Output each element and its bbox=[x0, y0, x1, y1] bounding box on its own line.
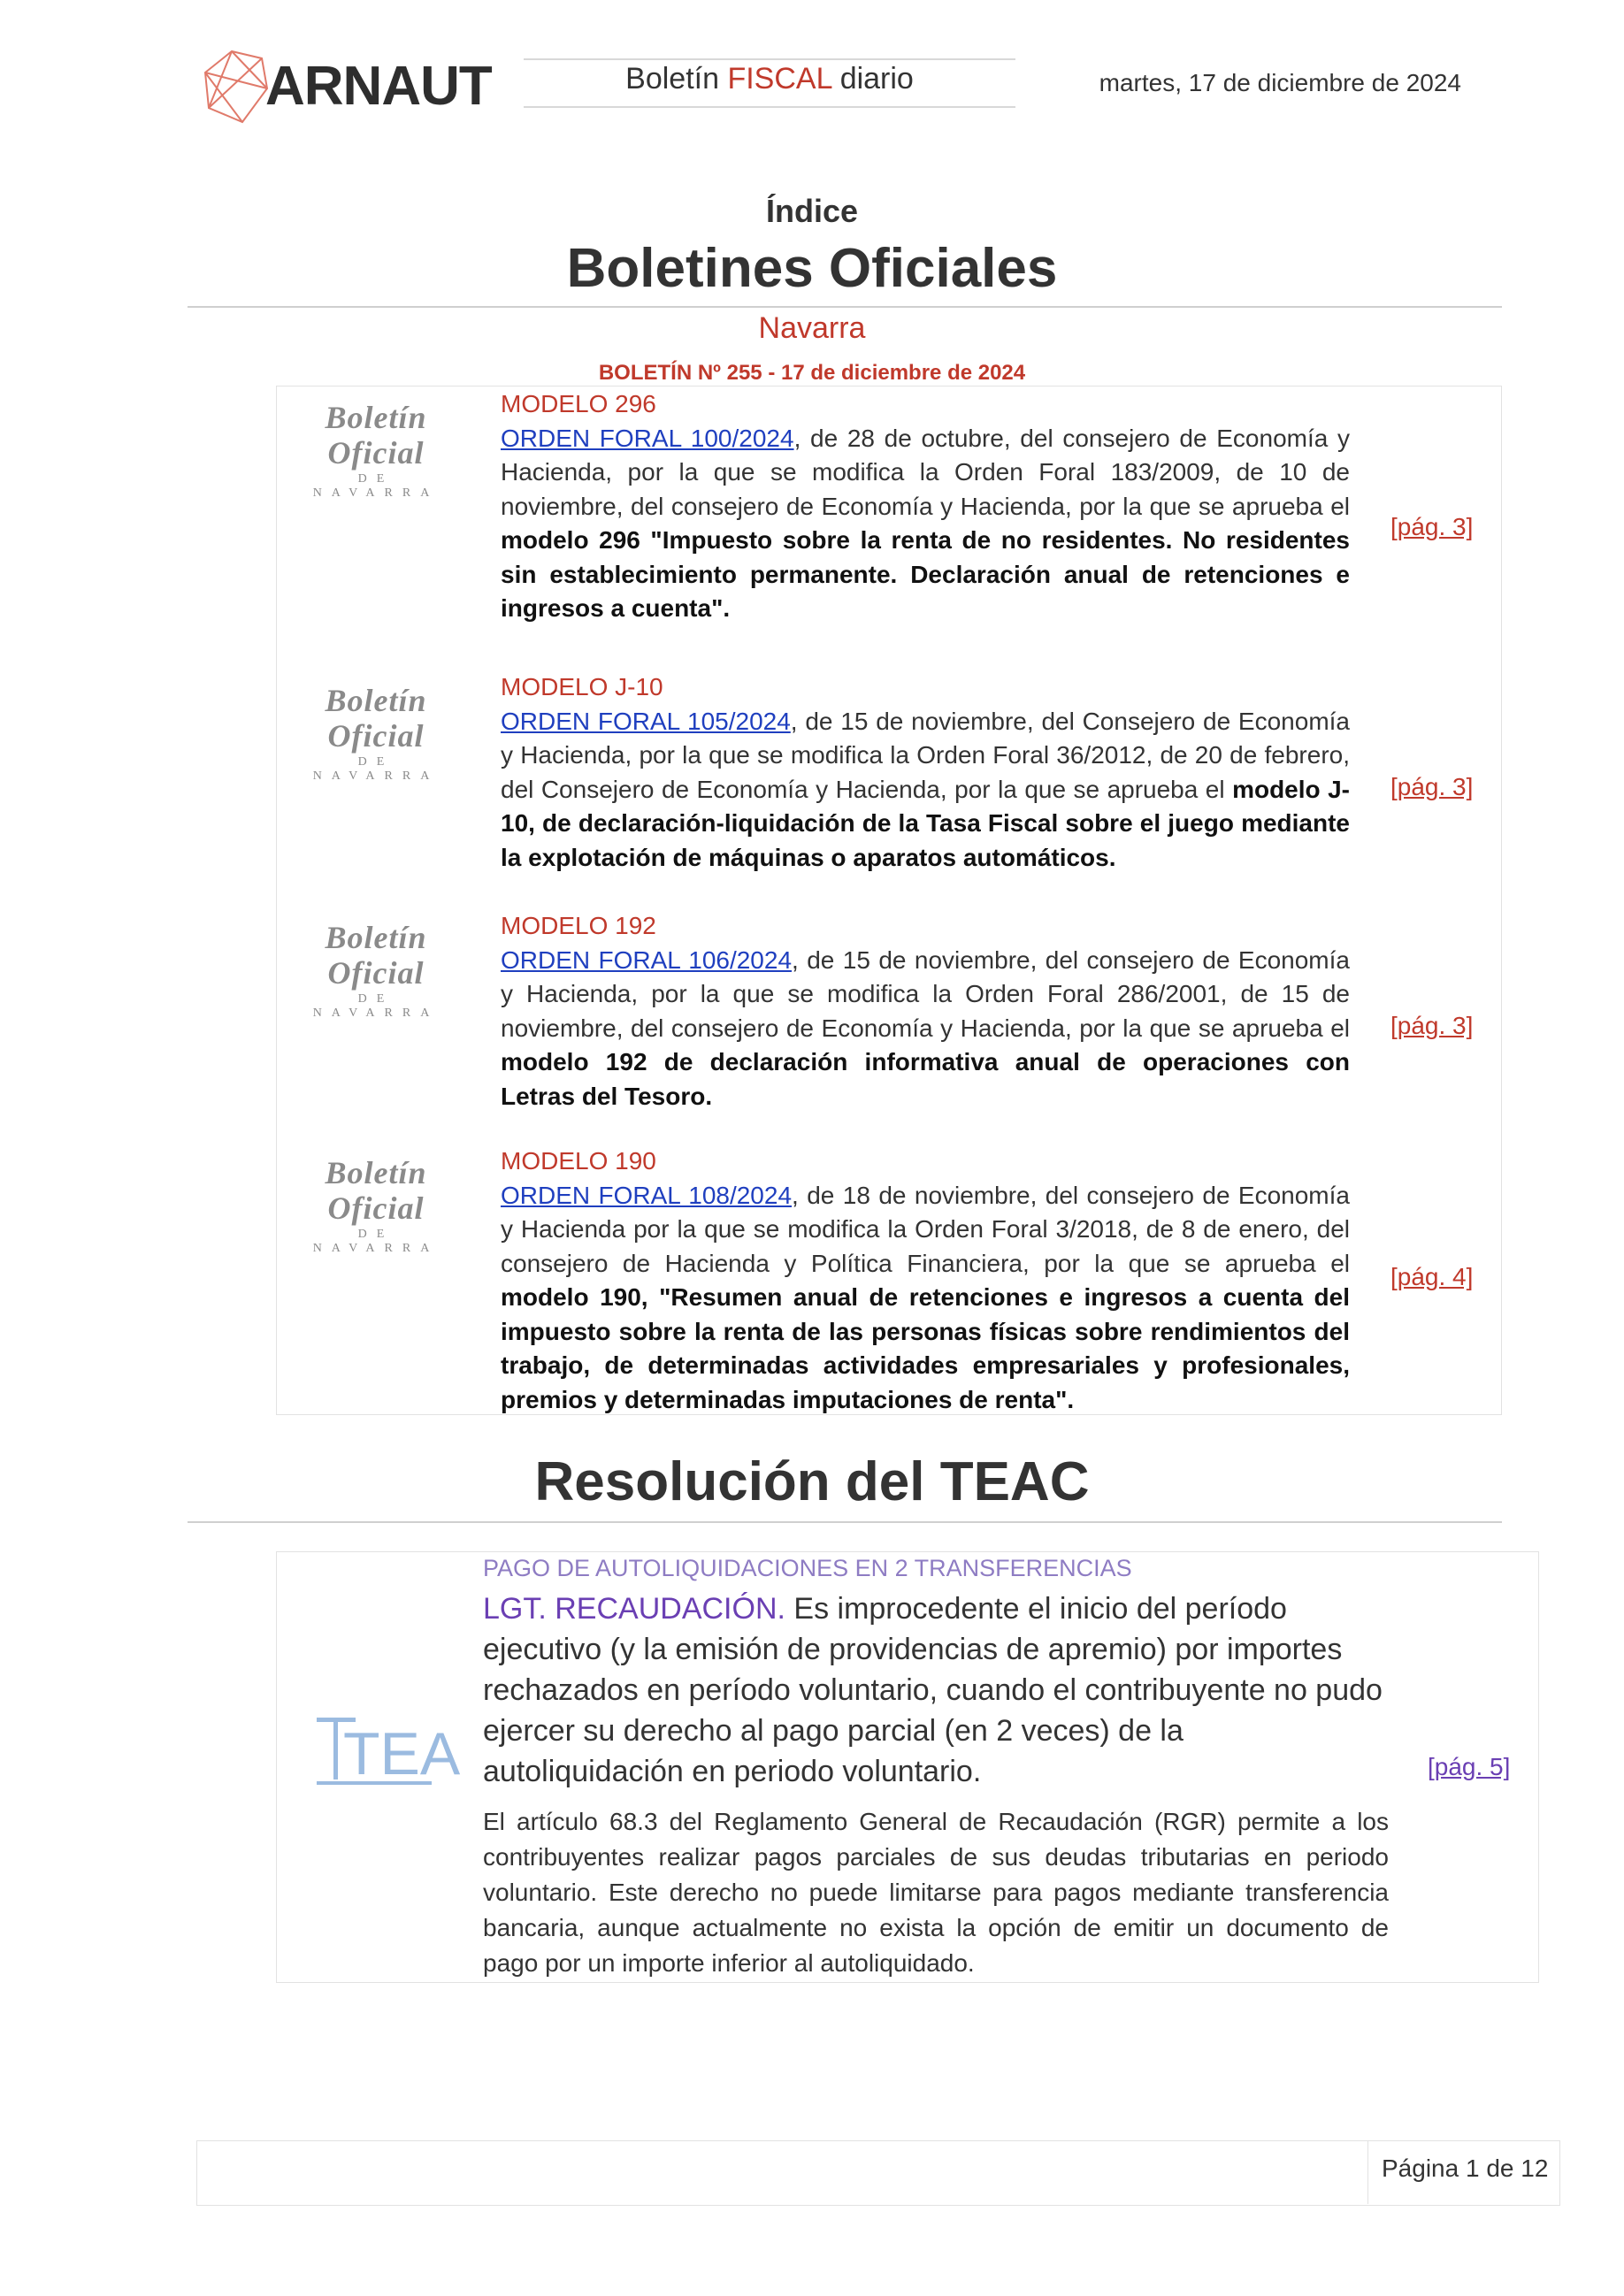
entry-category: MODELO J-10 bbox=[501, 673, 663, 700]
bon-logo bbox=[292, 920, 460, 1020]
entry-bold-text: modelo 192 de declaración informativa anual de operaciones con Letras del Tesoro. bbox=[501, 1048, 1350, 1110]
entry-link[interactable]: ORDEN FORAL 100/2024 bbox=[501, 424, 794, 452]
section-title-boletines: Boletines Oficiales bbox=[566, 238, 1058, 299]
entry-bold-text: modelo J-10, de declaración-liquidación de la Tasa Fiscal sobre el juego mediante la explotación de máquinas o aparatos automáticos. bbox=[501, 775, 1350, 871]
entry-text: , de 15 de noviembre, del consejero de Economía y Hacienda, por la que se modifica la Orden Foral 286/2001, de 15 de noviembre, del consejero de Economía y Hacienda, por la que se aprueba el bbox=[501, 945, 1350, 1042]
teac-logo-icon bbox=[317, 1716, 461, 1787]
bon-logo-title: Boletín Oficial bbox=[325, 683, 427, 754]
section-rule bbox=[188, 306, 1502, 308]
bulletin-title bbox=[524, 62, 1015, 96]
page-link[interactable]: [pág. 5] bbox=[1428, 1753, 1511, 1780]
entry-link[interactable]: ORDEN FORAL 108/2024 bbox=[501, 1181, 793, 1209]
arnaut-logo-icon bbox=[196, 46, 272, 127]
entry-bold-text: modelo 296 "Impuesto sobre la renta de no residentes. No residentes sin establecimiento permanente. Declaración anual de retenciones e ingresos a cuenta". bbox=[501, 526, 1350, 622]
boletin-entry bbox=[501, 909, 1350, 1114]
entry-link[interactable]: ORDEN FORAL 106/2024 bbox=[501, 945, 793, 974]
page-number: Página 1 de 12 bbox=[1382, 2154, 1549, 2182]
entry-category: MODELO 192 bbox=[501, 912, 656, 939]
teac-subtitle: PAGO DE AUTOLIQUIDACIONES EN 2 TRANSFERENCIAS bbox=[483, 1555, 1132, 1581]
entry-text: , de 28 de octubre, del consejero de Economía y Hacienda, por la que se modifica la Orden Foral 183/2009, de 10 de noviembre, del consejero de Economía y Hacienda, por la que se aprueba el bbox=[501, 424, 1350, 520]
bon-logo-subtitle: DE NAVARRA bbox=[312, 755, 440, 783]
bon-logo bbox=[292, 683, 460, 783]
header-rule-top bbox=[524, 58, 1015, 60]
page-link[interactable]: [pág. 3] bbox=[1390, 1012, 1474, 1039]
entry-category: MODELO 296 bbox=[501, 390, 656, 417]
entry-text: , de 18 de noviembre, del consejero de Economía y Hacienda por la que se modifica la Orden Foral 3/2018, de 8 de enero, del consejero de Hacienda y Política Financiera, por la que se aprueba el bbox=[501, 1181, 1350, 1277]
boletin-entry bbox=[501, 670, 1350, 875]
index-label: Índice bbox=[765, 193, 859, 229]
header-date: martes, 17 de diciembre de 2024 bbox=[1099, 69, 1461, 96]
bon-logo-title: Boletín Oficial bbox=[325, 1155, 427, 1226]
boletin-number: BOLETÍN Nº 255 - 17 de diciembre de 2024 bbox=[598, 361, 1026, 385]
entry-category: MODELO 190 bbox=[501, 1147, 656, 1175]
bulletin-prefix: Boletín bbox=[625, 62, 719, 96]
bulletin-fiscal: FISCAL bbox=[727, 62, 832, 96]
boletin-entry bbox=[501, 1144, 1350, 1417]
section-title-teac: Resolución del TEAC bbox=[534, 1451, 1090, 1512]
entry-bold-text: modelo 190, "Resumen anual de retenciones e ingresos a cuenta del impuesto sobre la renta de las personas físicas sobre rendimientos del trabajo, de determinadas actividades empresariales y profesionales, premios y determinadas imputaciones de renta". bbox=[501, 1283, 1350, 1413]
brand-logo-text: ARNAUT bbox=[265, 56, 492, 117]
entry-text: , de 15 de noviembre, del Consejero de Economía y Hacienda, por la que se modifica la Orden Foral 36/2012, de 20 de febrero, del Consejero de Economía y Hacienda, por la que se aprueba el bbox=[501, 707, 1350, 803]
bon-logo-subtitle: DE NAVARRA bbox=[312, 992, 440, 1020]
header-rule-bottom bbox=[524, 106, 1015, 108]
bon-logo-subtitle: DE NAVARRA bbox=[312, 1228, 440, 1255]
bon-logo bbox=[292, 400, 460, 500]
teac-headline-text: Es improcedente el inicio del período ejecutivo (y la emisión de providencias de apremio) por importes rechazados en período voluntario, cuando el contribuyente no pudo ejercer su derecho al pago parcial (en 2 veces) de la autoliquidación en periodo voluntario. bbox=[483, 1592, 1383, 1788]
region-label: Navarra bbox=[758, 311, 866, 345]
page-link[interactable]: [pág. 3] bbox=[1390, 513, 1474, 540]
footer bbox=[196, 2140, 1560, 2206]
bon-logo-title: Boletín Oficial bbox=[325, 920, 427, 991]
teac-headline-tag: LGT. RECAUDACIÓN. bbox=[483, 1592, 785, 1626]
footer-divider bbox=[1367, 2140, 1368, 2204]
bon-logo-subtitle: DE NAVARRA bbox=[312, 472, 440, 500]
bon-logo bbox=[292, 1155, 460, 1255]
section-rule bbox=[188, 1521, 1502, 1523]
teac-logo-text: TEA bbox=[343, 1720, 461, 1787]
teac-body-text: El artículo 68.3 del Reglamento General de Recaudación (RGR) permite a los contribuyentes realizar pagos parciales de sus deudas tributarias en periodo voluntario. Este derecho no puede limitarse para pagos mediante transferencia bancaria, aunque actualmente no exista la opción de emitir un documento de pago por un importe inferior al autoliquidado. bbox=[483, 1808, 1389, 1977]
bon-logo-title: Boletín Oficial bbox=[325, 400, 427, 471]
bulletin-suffix: diario bbox=[839, 62, 914, 96]
teac-headline bbox=[483, 1588, 1389, 1792]
page-link[interactable]: [pág. 4] bbox=[1390, 1263, 1474, 1290]
page-link[interactable]: [pág. 3] bbox=[1390, 773, 1474, 800]
entry-link[interactable]: ORDEN FORAL 105/2024 bbox=[501, 707, 791, 735]
boletin-entry bbox=[501, 387, 1350, 626]
